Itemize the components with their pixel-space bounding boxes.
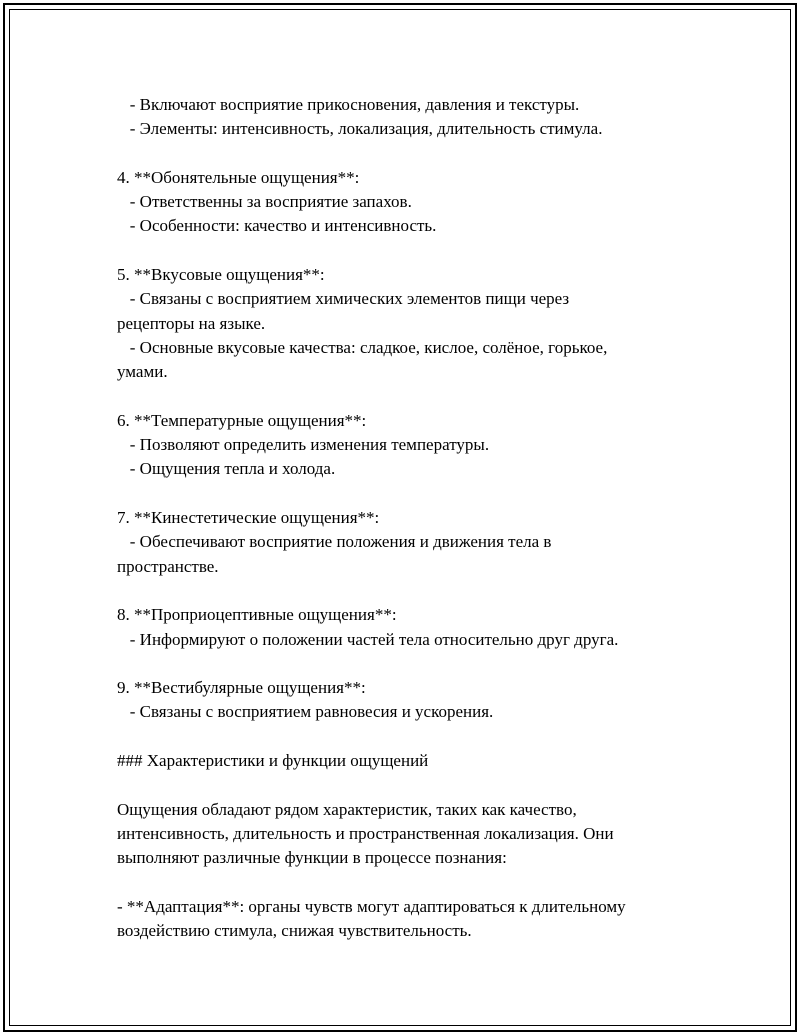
blank-line xyxy=(117,142,697,166)
text-line: - Ощущения тепла и холода. xyxy=(117,459,336,479)
document-body xyxy=(117,93,697,943)
subheading: ### Характеристики и функции ощущений xyxy=(117,751,429,771)
blank-line xyxy=(117,725,697,749)
section-heading: 4. **Обонятельные ощущения**: xyxy=(117,167,360,187)
section-heading: 7. **Кинестетические ощущения**: xyxy=(117,508,380,528)
blank-line xyxy=(117,773,697,797)
section-heading: 9. **Вестибулярные ощущения**: xyxy=(117,678,366,698)
blank-line xyxy=(117,482,697,506)
text-line: - Включают восприятие прикосновения, давления и текстуры. xyxy=(117,95,580,114)
text-line: - Ответственны за восприятие запахов. xyxy=(117,192,412,212)
text-line: выполняют различные функции в процессе познания: xyxy=(117,848,507,868)
blank-line xyxy=(117,239,697,263)
section-heading: 5. **Вкусовые ощущения**: xyxy=(117,265,325,285)
blank-line xyxy=(117,871,697,895)
text-line: - **Адаптация**: органы чувств могут адаптироваться к длительному xyxy=(117,896,626,916)
text-line: - Особенности: качество и интенсивность. xyxy=(117,216,437,236)
text-line: рецепторы на языке. xyxy=(117,313,266,333)
section-heading: 6. **Температурные ощущения**: xyxy=(117,410,367,430)
blank-line xyxy=(117,579,697,603)
section-heading: 8. **Проприоцептивные ощущения**: xyxy=(117,605,397,625)
text-line: пространстве. xyxy=(117,556,219,576)
text-line: воздействию стимула, снижая чувствительность. xyxy=(117,921,472,941)
text-line: - Позволяют определить изменения температуры. xyxy=(117,435,490,455)
text-line: - Связаны с восприятием химических элементов пищи через xyxy=(117,289,570,309)
blank-line xyxy=(117,385,697,409)
text-line: - Основные вкусовые качества: сладкое, кислое, солёное, горькое, xyxy=(117,337,608,357)
text-line: Ощущения обладают рядом характеристик, таких как качество, xyxy=(117,799,577,819)
text-line: интенсивность, длительность и пространственная локализация. Они xyxy=(117,823,614,843)
text-line: - Информируют о положении частей тела относительно друг друга. xyxy=(117,629,619,649)
blank-line xyxy=(117,652,697,676)
text-line: умами. xyxy=(117,362,168,382)
text-line: - Элементы: интенсивность, локализация, длительность стимула. xyxy=(117,119,603,139)
text-line: - Обеспечивают восприятие положения и движения тела в xyxy=(117,532,552,552)
text-line: - Связаны с восприятием равновесия и ускорения. xyxy=(117,702,494,722)
